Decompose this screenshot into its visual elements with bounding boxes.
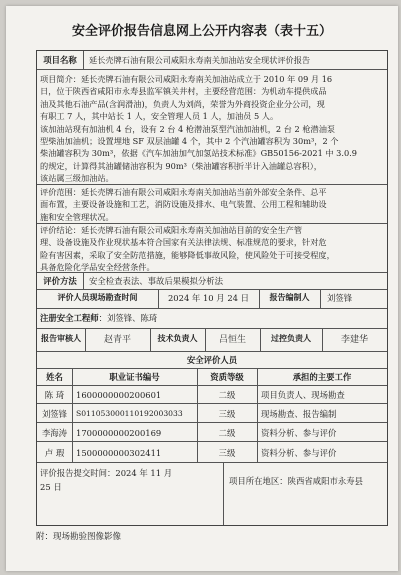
registered-engineers: 注册安全工程师：刘签锋、陈琦 xyxy=(40,313,158,323)
process-lead-label: 过控负责人 xyxy=(271,334,311,343)
site-visit-date: 2024 年 10 月 24 日 xyxy=(167,293,250,303)
project-location: 项目所在地区：陕西省咸阳市永寿县 xyxy=(229,476,363,486)
team-heading: 安全评价人员 xyxy=(186,355,238,365)
column-header-work: 承担的主要工作 xyxy=(292,372,352,382)
project-name-value: 延长壳牌石油有限公司咸阳永寿南关加油站安全现状评价报告 xyxy=(89,55,311,65)
report-author: 刘签锋 xyxy=(327,293,353,303)
tech-lead-label: 技术负责人 xyxy=(157,334,198,343)
methods-value: 安全检查表法、事故后果模拟分析法 xyxy=(89,276,223,286)
info-table: 项目名称 延长壳牌石油有限公司咸阳永寿南关加油站安全现状评价报告 项目简介：延长壳牌石油有限公司咸阳永寿南关加油站成立于 2010 年 09 月 16 日，位于陕西省咸阳市永寿县监军镇关井村，主要经营范围：为机动车提供成品 油及其他石油产品(含润滑油)，负责人为刘尚，荣誉为外商投资企业分公司，现 有职工 7 人，其中站长 1 人，安全管理人员 1 人，加油员 5 人。 该加油站现有加油机 4 台，设有 2 台 4 枪潜油泵型汽油加油机，2 台 2 枪潜油泵 型柴油加油机；设置埋地 SF 双层油罐 4 个，其中 2 个汽油罐容积为 30m³，2 个 柴油罐容积为 30m³，依据《汽车加油加气加氢站技术标准》GB50156-2021 中 3.0.9 的规定，计算得其油罐储油容积为 90m³（柴油罐容积折半计入油罐总容积）， 该站属三级加油站。 评价范围：延长壳牌石油有限公司咸阳永寿南关加油站当前外部安全条件、总平 面布置，主要设备设施和工艺，消防设施及排水、电气装置、公用工程和辅助设 施和安全管理状况。 评价结论：延长壳牌石油有限公司咸阳永寿南关加油站目前的安全生产管 理、设备设施及作业现状基本符合国家有关法律法规、标准规范的要求，针对危 险有害因素，采取了安全防范措施，能够降低事故风险，使风险处于可接受程度， 具备危险化学品安全经营条件。 评价方法 安全检查表法、事故后果模拟分析法 评价人员现场勘查时间 2024 年 10 月 24 日 报告编制人 刘签锋 注册安全工程师：刘签锋、陈琦 报告审核人 赵青平 技术负责人 吕恒生 过控负责人 李建华 安全评价人员 姓名 职业证书编号 资质等级 承担的主要工作 陈 琦 1600000000200601 二级 项目负责人、现场勘查 刘签锋 S011053000110192003033 三级 现场勘查、报告编制 李海涛 1700000000200169 二级 资料分析、参与评价 卢 瑕 1500000000302411 三级 资料分析、参与评价 评价报告提交时间：2024 年 11 月 25 日 项目所在地区：陕西省咸阳市永寿县 xyxy=(36,50,388,526)
submission-time-line2: 25 日 xyxy=(40,482,62,492)
footnote: 附：现场勘验图像影像 xyxy=(36,532,122,542)
project-name-label: 项目名称 xyxy=(43,55,77,65)
document-page xyxy=(6,6,398,571)
reviewer-label: 报告审核人 xyxy=(41,334,81,343)
project-overview: 项目简介：延长壳牌石油有限公司咸阳永寿南关加油站成立于 2010 年 09 月 16 日，位于陕西省咸阳市永寿县监军镇关井村，主要经营范围：为机动车提供成品 油及其他石油产品(含润滑油)，负责人为刘尚，荣誉为外商投资企业分公司，现 有职工 7 人，其中站长 1 人，安全管理人员 1 人，加油员 5 人。 该加油站现有加油机 4 台，设有 2 台 4 枪潜油泵型汽油加油机，2 台 2 枪潜油泵 型柴油加油机；设置埋地 SF 双层油罐 4 个，其中 2 个汽油罐容积为 30m³，2 个 柴油罐容积为 30m³，依据《汽车加油加气加氢站技术标准》GB50156-2021 中 3.0.9 的规定，计算得其油罐储油容积为 90m³（柴油罐容积折半计入油罐总容积）， 该站属三级加油站。 xyxy=(40,74,357,184)
evaluation-scope: 评价范围：延长壳牌石油有限公司咸阳永寿南关加油站当前外部安全条件、总平 面布置，主要设备设施和工艺，消防设施及排水、电气装置、公用工程和辅助设 施和安全管理状况。 xyxy=(40,187,327,222)
report-author-label: 报告编制人 xyxy=(269,293,310,302)
column-header-name: 姓名 xyxy=(46,372,63,382)
methods-label: 评价方法 xyxy=(43,276,77,286)
column-header-cert: 职业证书编号 xyxy=(109,372,160,382)
evaluation-conclusion: 评价结论：延长壳牌石油有限公司咸阳永寿南关加油站目前的安全生产管 理、设备设施及作业现状基本符合国家有关法律法规、标准规范的要求，针对危 险有害因素，采取了安全防范措施，能够降低事故风险，使风险处于可接受程度， 具备危险化学品安全经营条件。 xyxy=(40,225,335,273)
submission-time-line1: 评价报告提交时间：2024 年 11 月 xyxy=(40,468,173,478)
tech-lead-signature: 吕恒生 xyxy=(218,335,246,345)
site-visit-label: 评价人员现场勘查时间 xyxy=(57,293,138,302)
reviewer-signature: 赵青平 xyxy=(103,335,131,345)
column-header-level: 资质等级 xyxy=(210,372,244,382)
process-lead-signature: 李建华 xyxy=(340,335,368,345)
page-title: 安全评价报告信息网上公开内容表（表十五） xyxy=(71,24,332,39)
